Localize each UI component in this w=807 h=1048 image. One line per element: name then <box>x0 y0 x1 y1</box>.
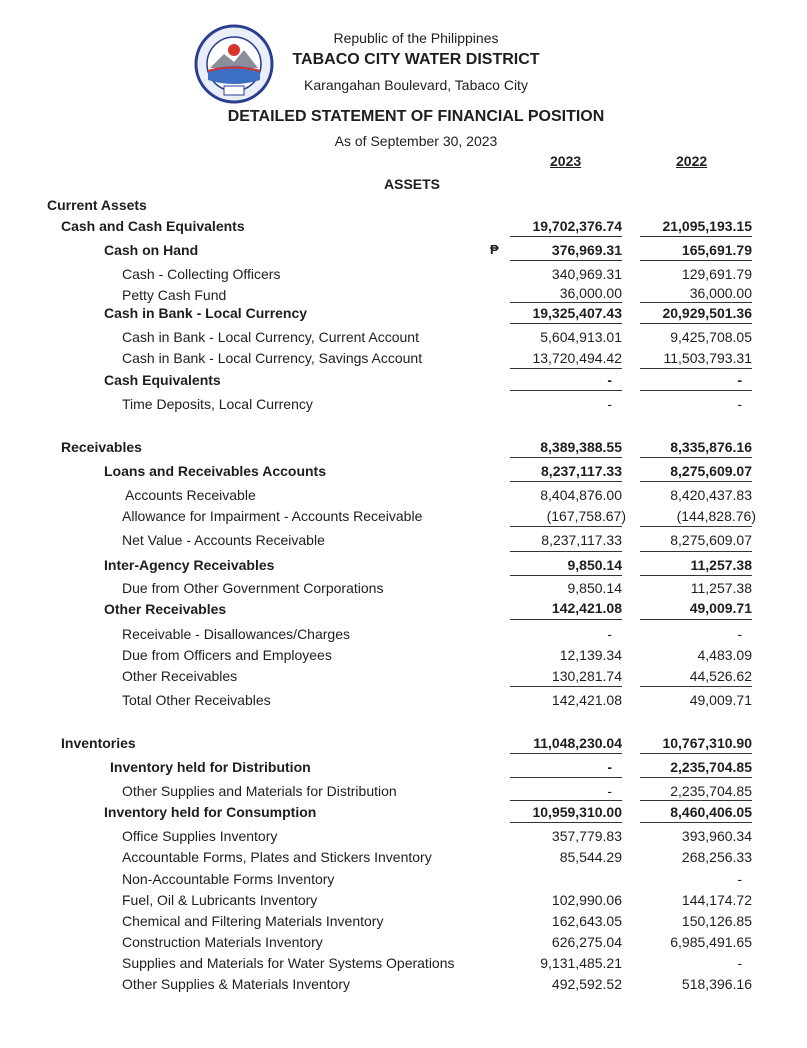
row-label: Total Other Receivables <box>122 692 271 708</box>
row-value-2023: 19,325,407.43 <box>532 305 622 321</box>
row-label: Chemical and Filtering Materials Inventory <box>122 913 384 929</box>
row-value-2023: 130,281.74 <box>551 668 622 684</box>
row-value-2022: 6,985,491.65 <box>670 934 752 950</box>
row-value-2023: 8,404,876.00 <box>540 487 622 503</box>
row-value-2022: 150,126.85 <box>681 913 752 929</box>
row-value-2023: 10,959,310.00 <box>532 804 622 820</box>
row-label: Supplies and Materials for Water Systems Operations <box>122 955 455 971</box>
year-header-2023: 2023 <box>550 153 582 169</box>
row-value-2023: 9,850.14 <box>567 557 622 573</box>
row-value-2022: 165,691.79 <box>681 242 752 258</box>
row-label: Other Receivables <box>122 668 238 684</box>
statement-date: As of September 30, 2023 <box>334 133 498 149</box>
row-label: Due from Other Government Corporations <box>122 580 384 596</box>
row-value-2022: 129,691.79 <box>681 266 752 282</box>
row-value-2023: 142,421.08 <box>551 600 622 616</box>
republic-line: Republic of the Philippines <box>333 30 499 46</box>
row-value-2023: 13,720,494.42 <box>532 350 622 366</box>
row-value-2023: (167,758.67) <box>546 508 626 524</box>
row-label: Other Supplies & Materials Inventory <box>122 976 350 992</box>
row-value-2022: 8,275,609.07 <box>670 463 752 479</box>
row-label: Receivable - Disallowances/Charges <box>122 626 350 642</box>
current-assets-heading: Current Assets <box>47 197 147 213</box>
row-value-2023: 492,592.52 <box>551 976 622 992</box>
row-value-2023: - <box>607 396 612 412</box>
row-value-2023: 19,702,376.74 <box>532 218 622 234</box>
row-value-2022: 11,503,793.31 <box>663 350 752 366</box>
row-label: Non-Accountable Forms Inventory <box>122 871 335 887</box>
row-label: Other Receivables <box>104 601 227 617</box>
row-label: Cash and Cash Equivalents <box>61 218 245 234</box>
row-value-2022: 49,009.71 <box>689 600 752 616</box>
row-value-2022: - <box>737 955 742 971</box>
row-value-2022: 8,420,437.83 <box>670 487 752 503</box>
row-value-2023: 340,969.31 <box>551 266 622 282</box>
peso-sign: ₱ <box>490 242 499 257</box>
row-value-2022: 11,257.38 <box>690 557 752 573</box>
row-value-2023: 8,389,388.55 <box>540 439 622 455</box>
row-value-2022: 144,174.72 <box>681 892 752 908</box>
row-value-2022: 8,460,406.05 <box>670 804 752 820</box>
row-value-2023: 9,850.14 <box>567 580 622 596</box>
org-name: TABACO CITY WATER DISTRICT <box>292 51 540 68</box>
row-label: Cash in Bank - Local Currency <box>104 305 308 321</box>
row-value-2022: 518,396.16 <box>681 976 752 992</box>
row-value-2022: 9,425,708.05 <box>670 329 752 345</box>
row-value-2022: - <box>737 871 742 887</box>
row-value-2023: - <box>607 626 612 642</box>
row-label: Fuel, Oil & Lubricants Inventory <box>122 892 318 908</box>
row-label: Cash in Bank - Local Currency, Savings Account <box>122 350 423 366</box>
row-value-2023: 162,643.05 <box>551 913 622 929</box>
row-label: Inventories <box>61 735 136 751</box>
row-label: Cash - Collecting Officers <box>122 266 281 282</box>
row-value-2023: 8,237,117.33 <box>541 532 622 548</box>
assets-heading: ASSETS <box>384 176 441 192</box>
row-label: Other Supplies and Materials for Distribution <box>122 783 397 799</box>
row-label: Inventory held for Consumption <box>104 804 317 820</box>
row-label: Cash in Bank - Local Currency, Current Account <box>122 329 419 345</box>
row-value-2022: 44,526.62 <box>689 668 752 684</box>
row-label: Inventory held for Distribution <box>110 759 311 775</box>
row-label: Receivables <box>61 439 142 455</box>
row-value-2022: - <box>737 372 742 388</box>
row-value-2023: 85,544.29 <box>559 849 622 865</box>
row-label: Office Supplies Inventory <box>122 828 278 844</box>
row-value-2022: (144,828.76) <box>676 508 756 524</box>
row-value-2023: 36,000.00 <box>559 285 622 301</box>
row-label: Construction Materials Inventory <box>122 934 323 950</box>
org-address: Karangahan Boulevard, Tabaco City <box>304 77 528 93</box>
row-value-2022: - <box>737 396 742 412</box>
row-label: Loans and Receivables Accounts <box>104 463 326 479</box>
row-value-2022: 2,235,704.85 <box>670 783 752 799</box>
row-value-2023: - <box>607 759 612 775</box>
row-label: Time Deposits, Local Currency <box>122 396 313 412</box>
row-value-2022: 393,960.34 <box>681 828 752 844</box>
row-label: Petty Cash Fund <box>122 287 227 303</box>
row-value-2023: 8,237,117.33 <box>541 463 622 479</box>
row-value-2022: 2,235,704.85 <box>670 759 752 775</box>
row-label: Cash on Hand <box>104 242 199 258</box>
row-label: Net Value - Accounts Receivable <box>122 532 325 548</box>
row-value-2022: - <box>737 626 742 642</box>
year-header-2022: 2022 <box>676 153 708 169</box>
row-label: Due from Officers and Employees <box>122 647 332 663</box>
row-label: Accounts Receivable <box>125 487 256 503</box>
row-value-2023: 626,275.04 <box>551 934 622 950</box>
row-value-2023: 102,990.06 <box>551 892 622 908</box>
row-value-2022: 4,483.09 <box>697 647 752 663</box>
statement-title: DETAILED STATEMENT OF FINANCIAL POSITION <box>227 108 605 125</box>
row-value-2022: 21,095,193.15 <box>662 218 752 234</box>
row-value-2023: - <box>607 372 612 388</box>
row-value-2023: 376,969.31 <box>551 242 622 258</box>
row-value-2023: 5,604,913.01 <box>540 329 622 345</box>
row-value-2023: 11,048,230.04 <box>533 735 622 751</box>
row-value-2023: - <box>607 783 612 799</box>
row-value-2022: 49,009.71 <box>689 692 752 708</box>
row-value-2022: 8,335,876.16 <box>670 439 752 455</box>
row-value-2022: 10,767,310.90 <box>662 735 752 751</box>
row-label: Allowance for Impairment - Accounts Receivable <box>122 508 423 524</box>
row-value-2023: 357,779.83 <box>551 828 622 844</box>
row-value-2023: 142,421.08 <box>551 692 622 708</box>
row-value-2022: 8,275,609.07 <box>670 532 752 548</box>
row-value-2022: 20,929,501.36 <box>662 305 752 321</box>
row-label: Inter-Agency Receivables <box>104 557 275 573</box>
row-value-2022: 11,257.38 <box>690 580 752 596</box>
row-label: Accountable Forms, Plates and Stickers Inventory <box>122 849 432 865</box>
row-value-2022: 36,000.00 <box>689 285 752 301</box>
row-value-2023: 12,139.34 <box>559 647 622 663</box>
row-value-2023: 9,131,485.21 <box>540 955 622 971</box>
row-value-2022: 268,256.33 <box>681 849 752 865</box>
row-label: Cash Equivalents <box>104 372 221 388</box>
